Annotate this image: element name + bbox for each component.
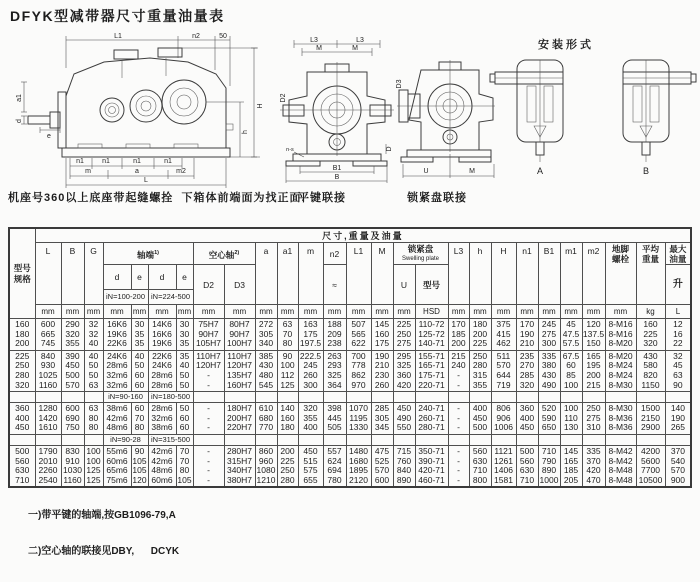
empty-cell bbox=[346, 392, 371, 403]
size-group-row bbox=[9, 319, 691, 351]
ratio-range-cell: iN=315-500 bbox=[148, 434, 193, 445]
data-cell: 1790 2010 2260 2540 bbox=[35, 445, 61, 487]
unit-cell: mm bbox=[538, 305, 560, 319]
data-cell: 360 400 450 bbox=[516, 403, 538, 435]
col-header-n1: n1 bbox=[516, 243, 538, 305]
unit-cell: mm bbox=[255, 305, 277, 319]
dim-label-n1: n1 bbox=[164, 158, 172, 165]
ratio-subheader-row bbox=[9, 392, 691, 403]
data-cell: 600 665 745 bbox=[35, 319, 61, 351]
data-cell: 1121 1261 1406 1581 bbox=[491, 445, 516, 487]
empty-cell bbox=[9, 434, 35, 445]
empty-cell bbox=[516, 434, 538, 445]
col-header-m2: m2 bbox=[582, 243, 605, 305]
footnote-2: 二)空心轴的联接见DBY, DCYK bbox=[28, 546, 180, 557]
col-header-d: d bbox=[148, 265, 176, 290]
ratio-subheader-row bbox=[9, 434, 691, 445]
data-cell: 100 110 130 bbox=[560, 403, 582, 435]
dim-label-D3: D3 bbox=[396, 79, 403, 89]
empty-cell bbox=[277, 434, 298, 445]
empty-cell bbox=[665, 392, 691, 403]
data-cell: 110H7 120H7 - - bbox=[193, 350, 224, 391]
empty-cell bbox=[346, 434, 371, 445]
col-header-M: M bbox=[371, 243, 393, 305]
data-cell: 145 165 185 205 bbox=[560, 445, 582, 487]
col-header-liter: 升 bbox=[665, 265, 691, 305]
data-cell: 715 760 840 890 bbox=[393, 445, 415, 487]
units-row bbox=[9, 305, 691, 319]
data-cell: 1070 1195 1330 bbox=[346, 403, 371, 435]
col-header-anchor-bolt: 地脚 螺栓 bbox=[605, 243, 636, 305]
dim-label-B1: B1 bbox=[332, 165, 342, 172]
dim-label-h: h bbox=[242, 130, 249, 134]
unit-cell: mm bbox=[323, 305, 346, 319]
reducer-front-view-lock-disc-drawing bbox=[397, 36, 497, 186]
col-header-lock-plate: 锁紧盘 Swelling plate bbox=[393, 243, 448, 265]
data-cell: 50 60 60 bbox=[176, 403, 193, 435]
data-cell: 263 293 325 364 bbox=[323, 350, 346, 391]
unit-cell: mm bbox=[103, 305, 131, 319]
footnotes bbox=[28, 486, 179, 582]
unit-cell: mm bbox=[605, 305, 636, 319]
data-cell: 14K6 16K6 19K6 bbox=[148, 319, 176, 351]
data-cell: 30 35 35 bbox=[131, 319, 148, 351]
empty-cell bbox=[298, 434, 323, 445]
table-body bbox=[9, 319, 691, 488]
data-cell: 320 355 400 bbox=[298, 403, 323, 435]
data-cell: 24K6 28m6 32m6 32m6 bbox=[103, 350, 131, 391]
empty-cell bbox=[582, 434, 605, 445]
data-cell: 42m6 42m6 48m6 60m6 bbox=[148, 445, 176, 487]
data-cell: 280H7 315H7 340H7 380H7 bbox=[224, 445, 255, 487]
empty-cell bbox=[665, 434, 691, 445]
empty-cell bbox=[491, 434, 516, 445]
col-header-hollow-shaft: 空心轴$^{2)}$ bbox=[193, 243, 255, 265]
data-cell: 507 565 622 bbox=[346, 319, 371, 351]
col-header-approx: ≈ bbox=[323, 265, 346, 305]
empty-cell bbox=[61, 434, 84, 445]
empty-cell bbox=[35, 392, 61, 403]
unit-cell: kg bbox=[636, 305, 665, 319]
data-cell: 140 190 265 bbox=[665, 403, 691, 435]
data-cell: 190 210 230 260 bbox=[371, 350, 393, 391]
data-cell: 225 250 275 bbox=[393, 319, 415, 351]
data-cell: 165 195 200 215 bbox=[582, 350, 605, 391]
empty-cell bbox=[469, 434, 491, 445]
model-cell: 500 560 630 710 bbox=[9, 445, 35, 487]
empty-cell bbox=[193, 434, 224, 445]
reducer-side-view-drawing bbox=[18, 30, 270, 188]
data-cell: 12 16 22 bbox=[665, 319, 691, 351]
empty-cell bbox=[582, 392, 605, 403]
data-cell: 560 630 710 800 bbox=[469, 445, 491, 487]
data-cell: 806 906 1006 bbox=[491, 403, 516, 435]
data-cell: 370 540 570 900 bbox=[665, 445, 691, 487]
col-header-B1: B1 bbox=[538, 243, 560, 305]
empty-cell bbox=[605, 434, 636, 445]
empty-cell bbox=[516, 392, 538, 403]
data-cell: 710 790 890 1000 bbox=[538, 445, 560, 487]
col-header-D2: D2 bbox=[193, 265, 224, 305]
dim-label-B: B bbox=[334, 174, 340, 181]
dim-label-n1: n1 bbox=[133, 158, 141, 165]
data-cell: 140 160 180 bbox=[277, 403, 298, 435]
data-cell: 245 275 300 bbox=[538, 319, 560, 351]
data-cell: 4200 5600 7700 10500 bbox=[636, 445, 665, 487]
empty-cell bbox=[323, 434, 346, 445]
lock-disc-connection-caption: 锁紧盘联接 bbox=[407, 192, 467, 204]
dim-label-D: D bbox=[386, 146, 393, 152]
data-cell: - - - bbox=[193, 403, 224, 435]
data-cell: 30 30 35 bbox=[176, 319, 193, 351]
empty-cell bbox=[84, 434, 103, 445]
key-connection-caption: 平键联接 bbox=[298, 192, 346, 204]
empty-cell bbox=[193, 392, 224, 403]
page-title: DFYK型减带器尺寸重量油量表 bbox=[10, 8, 225, 24]
data-cell: 80H7 90H7 100H7 bbox=[224, 319, 255, 351]
data-cell: 8-M16 8-M16 8-M20 bbox=[605, 319, 636, 351]
model-cell: 360 400 450 bbox=[9, 403, 35, 435]
data-cell: 520 590 650 bbox=[538, 403, 560, 435]
data-cell: 390 450 500 570 bbox=[61, 350, 84, 391]
unit-cell: mm bbox=[224, 305, 255, 319]
empty-cell bbox=[35, 434, 61, 445]
empty-cell bbox=[224, 392, 255, 403]
data-cell: 295 325 360 420 bbox=[393, 350, 415, 391]
data-cell: 160 225 320 bbox=[636, 319, 665, 351]
data-cell: 38m6 42m6 48m6 bbox=[103, 403, 131, 435]
dim-label-U: U bbox=[423, 168, 429, 175]
dim-label-d: d bbox=[16, 119, 23, 123]
col-header-n2: n2 bbox=[323, 243, 346, 265]
unit-cell: mm bbox=[277, 305, 298, 319]
ratio-range-cell: iN=90-28 bbox=[103, 434, 148, 445]
data-cell: 16K6 19K6 22K6 bbox=[103, 319, 131, 351]
data-cell: 120 137.5 150 bbox=[582, 319, 605, 351]
data-cell: 170 190 210 bbox=[516, 319, 538, 351]
data-cell: 500 560 630 710 bbox=[516, 445, 538, 487]
data-cell: 700 778 862 970 bbox=[346, 350, 371, 391]
unit-cell: mm bbox=[560, 305, 582, 319]
data-cell: 450 490 550 bbox=[393, 403, 415, 435]
col-header-B: B bbox=[61, 243, 84, 305]
data-cell: 110H7 120H7 135H7 160H7 bbox=[224, 350, 255, 391]
empty-cell bbox=[415, 392, 448, 403]
data-cell: 511 570 644 719 bbox=[491, 350, 516, 391]
data-cell: 8-M20 8-M24 8-M24 8-M30 bbox=[605, 350, 636, 391]
col-header-H: H bbox=[491, 243, 516, 305]
data-cell: 170 185 200 bbox=[448, 319, 469, 351]
data-cell: 335 370 420 470 bbox=[582, 445, 605, 487]
size-group-row bbox=[9, 403, 691, 435]
data-cell: 398 445 505 bbox=[323, 403, 346, 435]
col-header-avg-weight: 平均 重量 bbox=[636, 243, 665, 305]
unit-cell: mm bbox=[448, 305, 469, 319]
col-header-L: L bbox=[35, 243, 61, 305]
dim-label-L1: L1 bbox=[114, 33, 122, 40]
dim-label-n1: n1 bbox=[102, 158, 110, 165]
data-cell: 200 225 250 280 bbox=[277, 445, 298, 487]
dim-label-n1: n1 bbox=[76, 158, 84, 165]
dim-label-M: M bbox=[469, 168, 475, 175]
data-cell: 45 47.5 57.5 bbox=[560, 319, 582, 351]
dimensions-weight-oil-table bbox=[8, 227, 692, 488]
data-cell: 350-71 390-71 420-71 460-71 bbox=[415, 445, 448, 487]
empty-cell bbox=[491, 392, 516, 403]
data-cell: 600 690 750 bbox=[61, 403, 84, 435]
dim-label-a: a bbox=[135, 168, 139, 175]
data-cell: 1280 1420 1610 bbox=[35, 403, 61, 435]
empty-cell bbox=[9, 392, 35, 403]
empty-cell bbox=[255, 392, 277, 403]
data-cell: 145 160 175 bbox=[371, 319, 393, 351]
data-cell: - - - - bbox=[193, 445, 224, 487]
data-cell: 272 305 340 bbox=[255, 319, 277, 351]
data-cell: 430 580 820 1150 bbox=[636, 350, 665, 391]
data-cell: 32 32 40 bbox=[84, 319, 103, 351]
data-cell: 63 70 80 bbox=[277, 319, 298, 351]
data-cell: 290 320 355 bbox=[61, 319, 84, 351]
dim-label-L3: L3 bbox=[310, 37, 318, 44]
size-group-row bbox=[9, 350, 691, 391]
empty-cell bbox=[560, 434, 582, 445]
empty-cell bbox=[371, 392, 393, 403]
model-cell: 160 180 200 bbox=[9, 319, 35, 351]
col-header-d: d bbox=[103, 265, 131, 290]
unit-cell: mm bbox=[193, 305, 224, 319]
unit-cell: mm bbox=[371, 305, 393, 319]
data-cell: 475 525 570 600 bbox=[371, 445, 393, 487]
ratio-range-cell: iN=90-160 bbox=[103, 392, 148, 403]
data-cell: 240-71 260-71 280-71 bbox=[415, 403, 448, 435]
col-header-m1: m1 bbox=[560, 243, 582, 305]
data-cell: 90 100 112 125 bbox=[277, 350, 298, 391]
footnote-1: 一)带平键的轴端,按GB1096-79,A bbox=[28, 510, 176, 521]
empty-cell bbox=[605, 392, 636, 403]
empty-cell bbox=[415, 434, 448, 445]
install-form-b-label: B bbox=[643, 166, 650, 176]
unit-cell: mm bbox=[35, 305, 61, 319]
data-cell: 8-M42 8-M42 8-M48 8-M48 bbox=[605, 445, 636, 487]
dim-label-L3: L3 bbox=[356, 37, 364, 44]
empty-cell bbox=[255, 434, 277, 445]
empty-cell bbox=[277, 392, 298, 403]
unit-cell: mm bbox=[148, 305, 176, 319]
data-cell: 35 40 50 50 bbox=[176, 350, 193, 391]
data-cell: 385 430 480 545 bbox=[255, 350, 277, 391]
col-header-shaft-end: 轴端$^{1)}$ bbox=[103, 243, 193, 265]
data-cell: 840 930 1025 1160 bbox=[35, 350, 61, 391]
data-cell: 180H7 200H7 220H7 bbox=[224, 403, 255, 435]
data-cell: 67.5 60 85 100 bbox=[560, 350, 582, 391]
unit-cell: mm bbox=[516, 305, 538, 319]
data-cell: 860 960 1080 1210 bbox=[255, 445, 277, 487]
empty-cell bbox=[469, 392, 491, 403]
data-cell: 235 270 285 320 bbox=[516, 350, 538, 391]
col-header-L1: L1 bbox=[346, 243, 371, 305]
data-cell: 100 100 125 125 bbox=[84, 445, 103, 487]
empty-cell bbox=[448, 434, 469, 445]
dim-label-n2: n2 bbox=[192, 33, 200, 40]
data-cell: 610 680 770 bbox=[255, 403, 277, 435]
empty-cell bbox=[298, 392, 323, 403]
col-header-L3: L3 bbox=[448, 243, 469, 305]
table-header bbox=[9, 228, 691, 319]
unit-cell: L bbox=[665, 305, 691, 319]
dim-label-e: e bbox=[47, 133, 51, 140]
data-cell: - - - - bbox=[448, 445, 469, 487]
data-cell: 215 240 - - bbox=[448, 350, 469, 391]
col-header-U: U bbox=[393, 265, 415, 305]
col-header-e: e bbox=[131, 265, 148, 290]
unit-cell: mm bbox=[298, 305, 323, 319]
data-cell: 250 280 315 355 bbox=[469, 350, 491, 391]
data-cell: 180 200 225 bbox=[469, 319, 491, 351]
data-cell: 60 70 80 bbox=[131, 403, 148, 435]
empty-cell bbox=[323, 392, 346, 403]
table-banner: 尺寸,重量及油量 bbox=[35, 228, 691, 243]
data-cell: 32 45 63 90 bbox=[665, 350, 691, 391]
data-cell: 75H7 90H7 105H7 bbox=[193, 319, 224, 351]
col-header-model: 型号 规格 bbox=[9, 228, 35, 319]
data-cell: 40 50 60 60 bbox=[131, 350, 148, 391]
empty-cell bbox=[393, 434, 415, 445]
col-header-iN-range-2: iN=224-500 bbox=[148, 290, 193, 305]
install-forms-title: 安装形式 bbox=[538, 39, 594, 51]
col-header-G: G bbox=[84, 243, 103, 305]
dim-label-m2: m2 bbox=[176, 168, 186, 175]
data-cell: 70 70 80 105 bbox=[176, 445, 193, 487]
data-cell: 22K6 24K6 28m6 28m6 bbox=[148, 350, 176, 391]
dim-label-m: m bbox=[85, 168, 91, 175]
data-cell: 163 175 197.5 bbox=[298, 319, 323, 351]
alignment-note: 机座号360以上底座带起缝螺拴 下箱体前端面为找正面. bbox=[8, 192, 306, 204]
empty-cell bbox=[636, 392, 665, 403]
col-header-h: h bbox=[469, 243, 491, 305]
data-cell: 830 910 1030 1160 bbox=[61, 445, 84, 487]
data-cell: 90 105 105 120 bbox=[131, 445, 148, 487]
data-cell: 1500 2150 2900 bbox=[636, 403, 665, 435]
dim-label-a1: a1 bbox=[16, 94, 23, 102]
data-cell: 222.5 245 260 300 bbox=[298, 350, 323, 391]
unit-cell: mm bbox=[84, 305, 103, 319]
data-cell: 250 275 310 bbox=[582, 403, 605, 435]
unit-cell: mm bbox=[131, 305, 148, 319]
data-cell: 188 209 238 bbox=[323, 319, 346, 351]
col-header-e: e bbox=[176, 265, 193, 290]
data-cell: 285 305 345 bbox=[371, 403, 393, 435]
install-form-a-label: A bbox=[537, 166, 544, 176]
col-header-iN-range-1: iN=100-200 bbox=[103, 290, 148, 305]
dim-label-L: L bbox=[144, 177, 148, 184]
col-header-a1: a1 bbox=[277, 243, 298, 305]
empty-cell bbox=[560, 392, 582, 403]
unit-cell: mm bbox=[176, 305, 193, 319]
col-header-max-oil: 最大 油量 bbox=[665, 243, 691, 265]
data-cell: 28m6 32m6 38m6 bbox=[148, 403, 176, 435]
col-header-m: m bbox=[298, 243, 323, 305]
installation-forms-drawing bbox=[490, 32, 696, 184]
unit-cell: mm bbox=[491, 305, 516, 319]
data-cell: 450 515 575 655 bbox=[298, 445, 323, 487]
unit-cell: mm bbox=[393, 305, 415, 319]
col-header-D3: D3 bbox=[224, 265, 255, 305]
dim-label-M: M bbox=[352, 45, 358, 52]
data-cell: 110-72 125-72 140-71 bbox=[415, 319, 448, 351]
data-cell: 155-71 165-71 175-71 220-71 bbox=[415, 350, 448, 391]
unit-cell: mm bbox=[61, 305, 84, 319]
data-cell: 335 380 430 490 bbox=[538, 350, 560, 391]
data-cell: 400 450 500 bbox=[469, 403, 491, 435]
data-cell: 557 624 694 780 bbox=[323, 445, 346, 487]
reducer-front-view-key-drawing bbox=[280, 36, 395, 186]
empty-cell bbox=[393, 392, 415, 403]
data-cell: 55m6 60m6 65m6 75m6 bbox=[103, 445, 131, 487]
unit-cell: mm bbox=[582, 305, 605, 319]
empty-cell bbox=[538, 392, 560, 403]
data-cell: 375 415 462 bbox=[491, 319, 516, 351]
empty-cell bbox=[538, 434, 560, 445]
empty-cell bbox=[84, 392, 103, 403]
col-header-a: a bbox=[255, 243, 277, 305]
empty-cell bbox=[448, 392, 469, 403]
empty-cell bbox=[224, 434, 255, 445]
dim-label-50: 50 bbox=[219, 33, 227, 40]
dim-label-M: M bbox=[316, 45, 322, 52]
size-group-row bbox=[9, 445, 691, 487]
data-cell: 1480 1680 1895 2120 bbox=[346, 445, 371, 487]
dim-label-n-s: n-s bbox=[286, 147, 294, 153]
empty-cell bbox=[371, 434, 393, 445]
data-cell: - - - bbox=[448, 403, 469, 435]
data-cell: 8-M30 8-M36 8-M36 bbox=[605, 403, 636, 435]
data-cell: 40 50 50 63 bbox=[84, 350, 103, 391]
unit-cell: mm bbox=[469, 305, 491, 319]
unit-cell: mm bbox=[346, 305, 371, 319]
data-cell: 63 80 80 bbox=[84, 403, 103, 435]
empty-cell bbox=[61, 392, 84, 403]
col-header-lock-model: 型号 bbox=[415, 265, 448, 305]
unit-cell: HSD bbox=[415, 305, 448, 319]
model-cell: 225 250 280 320 bbox=[9, 350, 35, 391]
empty-cell bbox=[636, 434, 665, 445]
dim-label-D2: D2 bbox=[280, 93, 287, 103]
ratio-range-cell: iN=180-500 bbox=[148, 392, 193, 403]
dim-label-H: H bbox=[257, 103, 264, 109]
